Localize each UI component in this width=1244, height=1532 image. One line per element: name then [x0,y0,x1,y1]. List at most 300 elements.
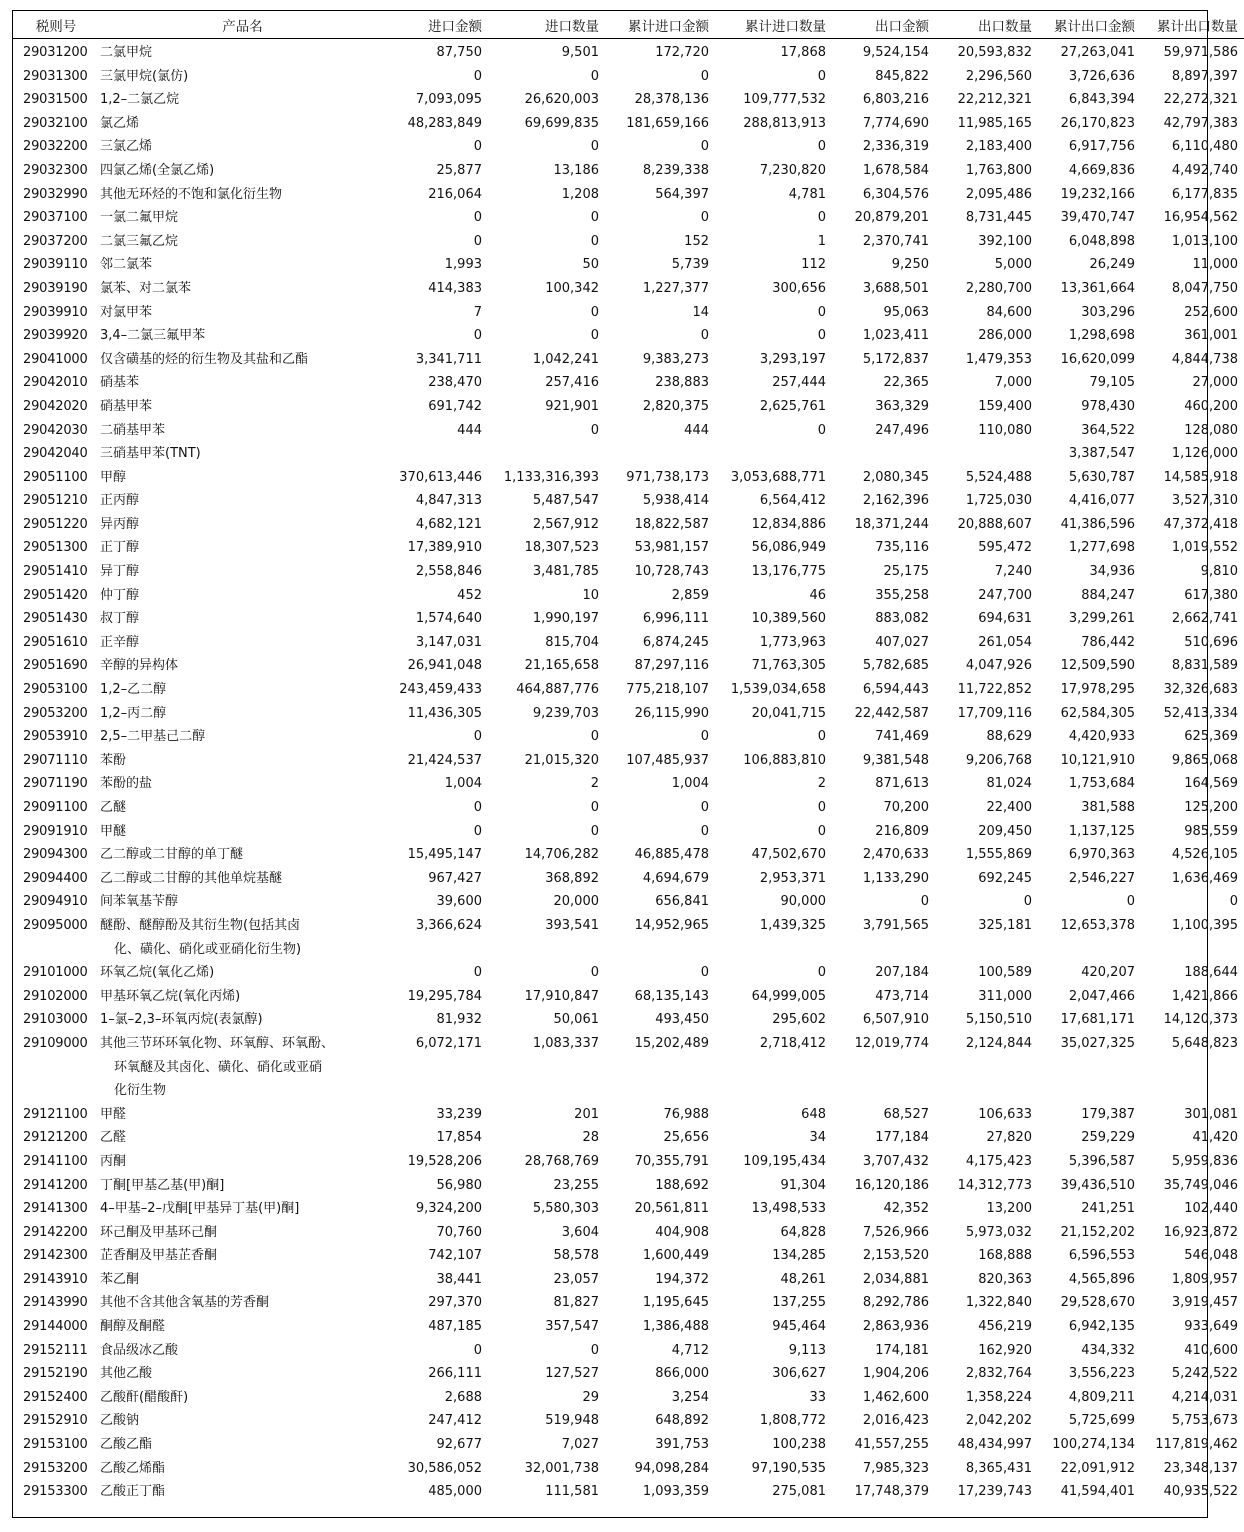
import-value-cell: 2,688 [444,1389,482,1405]
product-name-cell [100,536,385,560]
product-name-cell [100,183,385,207]
import-quantity-cell: 921,901 [545,398,599,414]
product-name-line: 二氯甲烷 [100,45,153,60]
export-quantity-cell: 7,240 [994,564,1032,580]
export-value-cell: 9,524,154 [862,45,929,60]
import-quantity-cell: 1,133,316,393 [503,469,599,485]
header-cumulative-import-value: 累计进口金额 [605,11,715,39]
export-quantity-cell: 2,832,764 [965,1366,1032,1382]
import-quantity-cell: 127,527 [545,1366,599,1382]
product-name-line: 4–甲基–2–戊酮[甲基异丁基(甲)酮] [100,1201,300,1217]
export-quantity-cell: 456,219 [978,1319,1032,1335]
cumulative-import-quantity-cell: 1,439,325 [759,917,826,933]
product-name-line: 乙酸乙烯酯 [100,1460,166,1476]
tariff-code-cell: 29053200 [23,705,88,721]
tariff-code-cell: 29032100 [23,115,88,131]
table-row [12,772,1244,796]
export-quantity-cell: 84,600 [986,304,1032,320]
import-value-cell: 39,600 [436,894,482,910]
export-value-cell: 0 [920,894,929,910]
table-row [12,513,1244,537]
cumulative-export-quantity-cell: 59,971,586 [1163,45,1238,60]
cumulative-import-value-cell: 68,135,143 [634,988,709,1004]
export-quantity-cell: 168,888 [978,1248,1032,1264]
import-quantity-cell: 100,342 [545,280,599,296]
export-value-cell: 2,162,396 [862,493,929,509]
tariff-code-cell: 29051300 [23,540,88,556]
cumulative-export-value-cell: 27,263,041 [1060,45,1135,60]
cumulative-export-quantity-cell: 4,492,740 [1171,162,1238,178]
cumulative-import-quantity-cell [715,442,832,466]
table-row [12,1032,1244,1103]
product-name-cell [100,890,385,914]
import-quantity-cell: 201 [574,1106,599,1122]
import-value-cell: 7 [473,304,482,320]
cumulative-export-quantity-cell: 1,013,100 [1171,233,1238,249]
cumulative-import-value-cell: 238,883 [655,375,709,391]
cumulative-import-value-cell: 94,098,284 [634,1460,709,1476]
product-name-line: 乙酸酐(醋酸酐) [100,1389,189,1405]
tariff-code-cell: 29102000 [23,988,88,1004]
cumulative-export-value-cell: 6,970,363 [1068,847,1135,863]
cumulative-import-value-cell: 0 [700,800,709,815]
cumulative-import-value-cell: 1,600,449 [642,1248,709,1264]
table-row [12,112,1244,136]
tariff-code-cell: 29142200 [23,1224,88,1240]
cumulative-import-quantity-cell: 2,625,761 [759,398,826,414]
product-name-line: 仅含磺基的烃的衍生物及其盐和乙酯 [100,351,309,367]
export-value-cell: 871,613 [875,776,929,792]
export-value-cell: 68,527 [883,1106,929,1122]
export-quantity-cell: 88,629 [986,729,1032,745]
cumulative-import-quantity-cell: 2 [817,776,826,792]
table-row [12,1150,1244,1174]
export-value-cell: 1,133,290 [862,870,929,886]
product-name-line: 甲基环氧乙烷(氧化丙烯) [100,988,241,1004]
tariff-code-cell: 29121100 [23,1106,88,1122]
product-name-line: 其他三节环环氧化物、环氧醇、环氧酚、 [100,1035,335,1051]
import-value-cell: 238,470 [428,375,482,391]
header-export-quantity: 出口数量 [935,11,1038,39]
cumulative-import-quantity-cell: 2,718,412 [759,1035,826,1051]
export-quantity-cell: 1,763,800 [965,162,1032,178]
export-value-cell: 177,184 [875,1130,929,1146]
cumulative-import-value-cell: 18,822,587 [634,516,709,532]
import-quantity-cell [488,442,605,466]
product-name-line: 苯酚 [100,752,127,768]
export-quantity-cell: 5,973,032 [965,1224,1032,1240]
product-name-line: 2,5–二甲基己二醇 [100,729,206,745]
cumulative-export-value-cell: 6,942,135 [1068,1319,1135,1335]
import-quantity-cell: 13,186 [553,162,599,178]
cumulative-export-value-cell: 100,274,134 [1052,1437,1135,1453]
cumulative-export-value-cell: 1,298,698 [1068,328,1135,344]
import-quantity-cell: 28 [582,1130,599,1146]
product-name-line: 三氯甲烷(氯仿) [100,68,189,84]
product-name-cell [100,772,385,796]
cumulative-export-quantity-cell: 14,585,918 [1163,469,1238,485]
product-name-cell [100,206,385,230]
import-quantity-cell: 23,057 [553,1271,599,1287]
cumulative-import-quantity-cell: 2,953,371 [759,870,826,886]
product-name-cell [100,1457,385,1481]
table-row [12,1197,1244,1221]
export-value-cell: 6,594,443 [862,682,929,698]
table-row [12,914,1244,961]
export-value-cell: 70,200 [883,800,929,815]
cumulative-export-quantity-cell: 301,081 [1184,1106,1238,1122]
product-name-line: 正辛醇 [100,634,140,650]
export-quantity-cell: 81,024 [986,776,1032,792]
table-row [12,820,1244,844]
import-value-cell: 30,586,052 [407,1460,482,1476]
product-name-continuation: 化衍生物 [114,1083,167,1099]
product-name-line: 二硝基甲苯 [100,422,166,438]
import-value-cell [385,442,488,466]
import-quantity-cell: 2,567,912 [532,516,599,532]
cumulative-export-quantity-cell: 460,200 [1184,398,1238,414]
cumulative-export-value-cell: 35,027,325 [1060,1035,1135,1051]
export-quantity-cell: 1,479,353 [965,351,1032,367]
import-value-cell: 3,341,711 [415,351,482,367]
product-name-line: 芷香酮及甲基芷香酮 [100,1248,218,1264]
cumulative-export-value-cell: 10,121,910 [1060,752,1135,768]
product-name-cell [100,65,385,89]
product-name-cell [100,1103,385,1127]
cumulative-export-quantity-cell: 0 [1229,894,1238,910]
table-row [12,419,1244,443]
export-value-cell: 9,250 [891,257,929,273]
product-name-cell [100,301,385,325]
cumulative-import-quantity-cell: 137,255 [772,1295,826,1311]
import-quantity-cell: 1,208 [561,186,599,202]
tariff-code-cell: 29152111 [23,1342,88,1358]
product-name-cell [100,277,385,301]
cumulative-import-value-cell: 4,712 [671,1342,709,1358]
export-quantity-cell: 692,245 [978,870,1032,886]
cumulative-import-quantity-cell: 275,081 [772,1484,826,1500]
tariff-code-cell: 29144000 [23,1319,88,1335]
cumulative-import-value-cell: 564,397 [655,186,709,202]
cumulative-export-value-cell: 12,653,378 [1060,917,1135,933]
header-cumulative-export-quantity: 累计出口数量 [1141,11,1244,39]
import-value-cell: 742,107 [428,1248,482,1264]
table-row [12,206,1244,230]
import-value-cell: 48,283,849 [407,115,482,131]
table-row [12,348,1244,372]
import-value-cell: 0 [473,823,482,839]
cumulative-import-value-cell: 4,694,679 [642,870,709,886]
export-value-cell: 3,688,501 [862,280,929,296]
cumulative-import-value-cell: 10,728,743 [634,564,709,580]
export-value-cell: 5,782,685 [862,658,929,674]
import-value-cell: 21,424,537 [407,752,482,768]
export-quantity-cell: 694,631 [978,611,1032,627]
import-quantity-cell: 28,768,769 [524,1153,599,1169]
product-name-line: 三硝基甲苯(TNT) [100,446,201,462]
tariff-code-cell: 29101000 [23,965,88,981]
cumulative-import-value-cell: 14,952,965 [634,917,709,933]
cumulative-import-value-cell: 404,908 [655,1224,709,1240]
table-row [12,88,1244,112]
table-row [12,1268,1244,1292]
tariff-code-cell: 29053910 [23,729,88,745]
cumulative-export-quantity-cell: 8,831,589 [1171,658,1238,674]
cumulative-export-quantity-cell: 1,809,957 [1171,1271,1238,1287]
tariff-code-cell: 29039110 [23,257,88,273]
cumulative-export-quantity-cell: 117,819,462 [1155,1437,1238,1453]
table-row [12,1457,1244,1481]
export-quantity-cell: 286,000 [978,328,1032,344]
product-name-cell [100,489,385,513]
import-value-cell: 0 [473,328,482,344]
export-quantity-cell [935,442,1038,466]
product-name-cell [100,1268,385,1292]
table-row [12,1433,1244,1457]
cumulative-import-value-cell: 25,656 [663,1130,709,1146]
product-name-cell [100,1386,385,1410]
product-name-line: 异丙醇 [100,516,140,532]
cumulative-export-value-cell: 0 [1126,894,1135,910]
import-quantity-cell: 815,704 [545,634,599,650]
cumulative-import-quantity-cell: 6,564,412 [759,493,826,509]
cumulative-export-quantity-cell: 47,372,418 [1163,516,1238,532]
tariff-code-cell: 29041000 [23,351,88,367]
cumulative-import-quantity-cell: 91,304 [780,1177,826,1193]
cumulative-export-quantity-cell: 361,001 [1184,328,1238,344]
cumulative-export-value-cell: 364,522 [1081,422,1135,438]
cumulative-export-value-cell: 17,681,171 [1060,1012,1135,1028]
cumulative-import-value-cell: 46,885,478 [634,847,709,863]
cumulative-import-quantity-cell: 112 [801,257,826,273]
import-quantity-cell: 29 [582,1389,599,1405]
cumulative-export-quantity-cell: 8,897,397 [1171,68,1238,84]
cumulative-export-value-cell: 6,843,394 [1068,92,1135,108]
tariff-code-cell: 29032200 [23,139,88,155]
product-name-line: 乙二醇或二甘醇的其他单烷基醚 [100,870,283,886]
table-row [12,1315,1244,1339]
import-value-cell: 6,072,171 [415,1035,482,1051]
cumulative-import-value-cell: 866,000 [655,1366,709,1382]
table-row [12,631,1244,655]
cumulative-import-quantity-cell: 0 [817,965,826,981]
export-value-cell: 6,304,576 [862,186,929,202]
tariff-code-cell: 29039920 [23,328,88,344]
cumulative-export-quantity-cell: 2,662,741 [1171,611,1238,627]
header-cumulative-export-value: 累计出口金额 [1038,11,1141,39]
table-row [12,1174,1244,1198]
export-quantity-cell: 0 [1023,894,1032,910]
cumulative-export-value-cell: 4,565,896 [1068,1271,1135,1287]
table-row [12,560,1244,584]
cumulative-export-quantity-cell: 8,047,750 [1171,280,1238,296]
product-name-line: 叔丁醇 [100,611,140,627]
table-row [12,395,1244,419]
cumulative-import-quantity-cell: 33 [809,1389,826,1405]
export-value-cell: 355,258 [875,587,929,603]
cumulative-import-quantity-cell: 13,498,533 [751,1201,826,1217]
import-value-cell: 0 [473,68,482,84]
cumulative-import-quantity-cell: 3,053,688,771 [730,469,826,485]
cumulative-import-value-cell: 1,093,359 [642,1484,709,1500]
cumulative-export-value-cell: 420,207 [1081,965,1135,981]
cumulative-export-value-cell: 4,809,211 [1068,1389,1135,1405]
cumulative-export-quantity-cell: 22,272,321 [1163,92,1238,108]
cumulative-export-value-cell: 21,152,202 [1060,1224,1135,1240]
export-quantity-cell: 8,731,445 [965,210,1032,226]
cumulative-export-value-cell: 3,556,223 [1068,1366,1135,1382]
export-value-cell: 2,470,633 [862,847,929,863]
header-tariff-code: 税则号 [12,11,100,39]
import-quantity-cell: 1,990,197 [532,611,599,627]
product-name-line: 四氯乙烯(全氯乙烯) [100,162,215,178]
import-value-cell: 81,932 [436,1012,482,1028]
export-value-cell: 7,774,690 [862,115,929,131]
tariff-code-cell: 29042010 [23,375,88,391]
tariff-code-cell: 29042040 [23,446,88,462]
product-name-line: 1,2–乙二醇 [100,682,167,698]
tariff-code-cell: 29051690 [23,658,88,674]
export-quantity-cell: 8,365,431 [965,1460,1032,1476]
product-name-cell [100,253,385,277]
cumulative-export-value-cell: 19,232,166 [1060,186,1135,202]
table-row [12,1103,1244,1127]
import-quantity-cell: 1,042,241 [532,351,599,367]
export-value-cell: 247,496 [875,422,929,438]
table-row [12,961,1244,985]
table-row [12,159,1244,183]
cumulative-import-value-cell: 152 [684,233,709,249]
product-name-cell [100,1174,385,1198]
cumulative-import-quantity-cell: 64,828 [780,1224,826,1240]
tariff-code-cell: 29141100 [23,1153,88,1169]
product-name-line: 硝基苯 [100,375,140,391]
cumulative-export-quantity-cell: 617,380 [1184,587,1238,603]
cumulative-export-value-cell: 5,396,587 [1068,1153,1135,1169]
cumulative-import-value-cell: 6,996,111 [642,611,709,627]
import-value-cell: 967,427 [428,870,482,886]
export-quantity-cell: 311,000 [978,988,1032,1004]
product-name-line: 辛醇的异构体 [100,658,179,674]
table-row [12,1409,1244,1433]
tariff-code-cell: 29152910 [23,1413,88,1429]
import-quantity-cell: 0 [590,139,599,155]
import-quantity-cell: 0 [590,68,599,84]
cumulative-export-value-cell: 1,137,125 [1068,823,1135,839]
export-value-cell: 845,822 [875,68,929,84]
cumulative-import-value-cell: 493,450 [655,1012,709,1028]
export-quantity-cell: 27,820 [986,1130,1032,1146]
customs-trade-table-sheet [12,10,1238,1518]
export-value-cell: 741,469 [875,729,929,745]
product-name-line: 乙醛 [100,1130,127,1146]
import-value-cell: 25,877 [436,162,482,178]
export-value-cell: 883,082 [875,611,929,627]
import-quantity-cell: 0 [590,233,599,249]
export-value-cell: 8,292,786 [862,1295,929,1311]
cumulative-import-quantity-cell: 10,389,560 [751,611,826,627]
cumulative-export-value-cell: 434,332 [1081,1342,1135,1358]
tariff-code-cell: 29143990 [23,1295,88,1311]
export-value-cell: 174,181 [875,1342,929,1358]
import-value-cell: 9,324,200 [415,1201,482,1217]
tariff-code-cell: 29109000 [23,1035,88,1051]
import-value-cell: 3,366,624 [415,917,482,933]
import-value-cell: 4,847,313 [415,493,482,509]
product-name-continuation: 化、磺化、硝化或亚硝化衍生物) [114,941,302,957]
cumulative-export-quantity-cell: 985,559 [1184,823,1238,839]
import-quantity-cell: 0 [590,1342,599,1358]
table-row [12,1008,1244,1032]
cumulative-import-quantity-cell: 64,999,005 [751,988,826,1004]
cumulative-export-value-cell: 39,470,747 [1060,210,1135,226]
product-name-cell [100,1244,385,1268]
cumulative-export-quantity-cell: 933,649 [1184,1319,1238,1335]
export-quantity-cell: 4,175,423 [965,1153,1032,1169]
cumulative-import-quantity-cell: 106,883,810 [743,752,826,768]
product-name-cell [100,371,385,395]
cumulative-import-value-cell: 971,738,173 [626,469,709,485]
table-row [12,1244,1244,1268]
cumulative-import-value-cell: 70,355,791 [634,1153,709,1169]
tariff-code-cell: 29053100 [23,682,88,698]
export-quantity-cell: 820,363 [978,1271,1032,1287]
export-quantity-cell: 11,722,852 [957,682,1032,698]
cumulative-import-value-cell: 3,254 [671,1389,709,1405]
cumulative-export-value-cell: 978,430 [1081,398,1135,414]
import-quantity-cell: 0 [590,304,599,320]
tariff-code-cell: 29143910 [23,1271,88,1287]
export-quantity-cell: 106,633 [978,1106,1032,1122]
product-name-cell [100,560,385,584]
export-quantity-cell: 2,296,560 [965,68,1032,84]
product-name-line: 酮醇及酮醛 [100,1319,166,1335]
product-name-line: 其他无环烃的不饱和氯化衍生物 [100,186,283,202]
import-quantity-cell: 0 [590,422,599,438]
cumulative-export-quantity-cell: 625,369 [1184,729,1238,745]
import-value-cell: 38,441 [436,1271,482,1287]
product-name-line: 正丁醇 [100,540,140,556]
tariff-code-cell: 29152190 [23,1366,88,1382]
cumulative-export-value-cell: 17,978,295 [1060,682,1135,698]
product-name-cell [100,1409,385,1433]
import-value-cell: 452 [457,587,482,603]
cumulative-import-quantity-cell: 0 [817,68,826,84]
cumulative-import-value-cell: 0 [700,210,709,226]
cumulative-import-quantity-cell: 100,238 [772,1437,826,1453]
cumulative-export-quantity-cell: 3,919,457 [1171,1295,1238,1311]
table-row [12,301,1244,325]
product-name-line: 乙酸乙酯 [100,1437,153,1453]
cumulative-export-value-cell: 13,361,664 [1060,280,1135,296]
product-name-line: 乙酸钠 [100,1413,140,1429]
tariff-code-cell: 29032300 [23,162,88,178]
cumulative-import-quantity-cell: 17,868 [780,45,826,60]
export-value-cell: 17,748,379 [854,1484,929,1500]
export-quantity-cell: 5,000 [994,257,1032,273]
cumulative-import-value-cell: 6,874,245 [642,634,709,650]
product-name-cell [100,796,385,820]
export-quantity-cell: 110,080 [978,422,1032,438]
tariff-code-cell: 29051220 [23,516,88,532]
cumulative-import-value-cell: 8,239,338 [642,162,709,178]
import-value-cell: 0 [473,800,482,815]
cumulative-import-quantity-cell: 300,656 [772,280,826,296]
import-value-cell: 485,000 [428,1484,482,1500]
cumulative-import-value-cell: 656,841 [655,894,709,910]
import-value-cell: 0 [473,139,482,155]
cumulative-export-value-cell: 1,753,684 [1068,776,1135,792]
